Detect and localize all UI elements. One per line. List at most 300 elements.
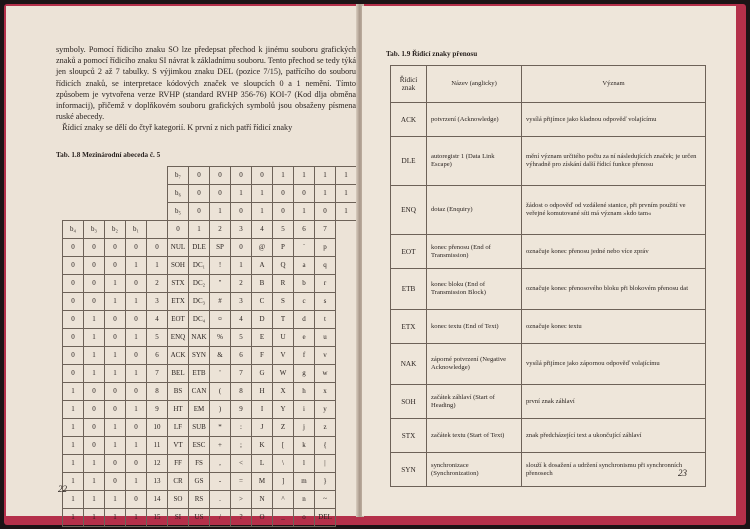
table-cell: 0 xyxy=(105,239,126,257)
table-cell: h xyxy=(294,383,315,401)
table-cell: T xyxy=(273,311,294,329)
table-cell: SI xyxy=(168,509,189,527)
table-row xyxy=(63,239,357,257)
table-cell: S xyxy=(273,293,294,311)
table-cell: B xyxy=(252,275,273,293)
table-cell: 3 xyxy=(147,293,168,311)
table-cell: FS xyxy=(189,455,210,473)
table-cell: ACK xyxy=(168,347,189,365)
table-cell: 1 xyxy=(84,491,105,509)
table-cell: ( xyxy=(210,383,231,401)
empty-cell xyxy=(126,167,147,185)
page-number: 22 xyxy=(58,484,67,494)
table-cell: O xyxy=(252,509,273,527)
control-chars-table xyxy=(390,65,706,487)
table-cell: | xyxy=(315,455,336,473)
table-cell: 1 xyxy=(84,347,105,365)
table-cell: 0 xyxy=(84,239,105,257)
table-cell: 1 xyxy=(126,329,147,347)
empty-cell xyxy=(105,185,126,203)
table-cell: = xyxy=(231,473,252,491)
table-cell: V xyxy=(273,347,294,365)
table-cell: LF xyxy=(168,419,189,437)
header-cell: 7 xyxy=(315,221,336,239)
ascii-table xyxy=(62,166,357,527)
table-cell: DC₄ xyxy=(189,311,210,329)
table-cell: 0 xyxy=(84,293,105,311)
empty-cell xyxy=(63,167,84,185)
cell-name: dotaz (Enquiry) xyxy=(427,186,522,235)
table-row xyxy=(63,473,357,491)
bit-cell: 1 xyxy=(315,167,336,185)
table-cell: 1 xyxy=(84,473,105,491)
table-cell: 0 xyxy=(105,257,126,275)
table-cell: \ xyxy=(273,455,294,473)
table-cell: : xyxy=(231,419,252,437)
table-cell: 0 xyxy=(63,293,84,311)
table-cell: 0 xyxy=(126,275,147,293)
bit-cell: 1 xyxy=(315,185,336,203)
table-cell: SP xyxy=(210,239,231,257)
table-cell: ETX xyxy=(168,293,189,311)
table-cell: 7 xyxy=(231,365,252,383)
table-row xyxy=(391,385,706,419)
cell-meaning: vysílá přijímce jako zápornou odpověď volajícímu xyxy=(522,344,706,385)
table-cell: t xyxy=(315,311,336,329)
table-cell: M xyxy=(252,473,273,491)
table-cell: D xyxy=(252,311,273,329)
cell-name: záporné potvrzení (Negative Acknowledge) xyxy=(427,344,522,385)
table-cell: 1 xyxy=(84,509,105,527)
bit-cell: 1 xyxy=(231,185,252,203)
table-cell: d xyxy=(294,311,315,329)
table-cell: u xyxy=(315,329,336,347)
cell-meaning: žádost o odpověď od vzdálené stanice, při prvním použití ve veřejné komutované síti má význam »kdo tam« xyxy=(522,186,706,235)
cell-code: STX xyxy=(391,419,427,453)
table-cell: 6 xyxy=(147,347,168,365)
table-cell: . xyxy=(210,491,231,509)
table-row xyxy=(63,401,357,419)
table-cell: { xyxy=(315,437,336,455)
page-number: 23 xyxy=(678,468,687,478)
header-cell: 1 xyxy=(189,221,210,239)
table-cell: 0 xyxy=(105,329,126,347)
table-cell: ¤ xyxy=(210,311,231,329)
table-cell: r xyxy=(315,275,336,293)
table-cell: g xyxy=(294,365,315,383)
table-cell: / xyxy=(210,509,231,527)
table-cell: 0 xyxy=(231,239,252,257)
table-cell: NAK xyxy=(189,329,210,347)
cell-name: synchronizace (Synchronization) xyxy=(427,453,522,487)
empty-cell xyxy=(147,167,168,185)
table-cell: % xyxy=(210,329,231,347)
table-cell: } xyxy=(315,473,336,491)
table-cell: G xyxy=(252,365,273,383)
table-cell: 0 xyxy=(126,239,147,257)
table-row xyxy=(391,453,706,487)
table-cell: 0 xyxy=(63,347,84,365)
table-cell: > xyxy=(231,491,252,509)
table-cell: EOT xyxy=(168,311,189,329)
table-cell: SUB xyxy=(189,419,210,437)
table-cell: a xyxy=(294,257,315,275)
table-cell: 1 xyxy=(105,437,126,455)
table-cell: ^ xyxy=(273,491,294,509)
bit-label: b₇ xyxy=(168,167,189,185)
table-row xyxy=(63,347,357,365)
table-cell: VT xyxy=(168,437,189,455)
bit-cell: 1 xyxy=(273,167,294,185)
bit-row xyxy=(63,167,357,185)
table-cell: ; xyxy=(231,437,252,455)
table-cell: 0 xyxy=(63,365,84,383)
table-cell: 1 xyxy=(63,473,84,491)
table-cell: ESC xyxy=(189,437,210,455)
header-cell: 5 xyxy=(273,221,294,239)
table-cell: < xyxy=(231,455,252,473)
table-cell: J xyxy=(252,419,273,437)
bit-row xyxy=(63,185,357,203)
table-cell: SOH xyxy=(168,257,189,275)
table-cell: 1 xyxy=(63,455,84,473)
table-cell: 9 xyxy=(147,401,168,419)
table-cell: BEL xyxy=(168,365,189,383)
cell-meaning: označuje konec textu xyxy=(522,310,706,344)
header-cell: 4 xyxy=(252,221,273,239)
table-cell: HT xyxy=(168,401,189,419)
table-cell: K xyxy=(252,437,273,455)
table-cell: b xyxy=(294,275,315,293)
table-cell: 7 xyxy=(147,365,168,383)
bit-cell: 0 xyxy=(189,203,210,221)
table-cell: DC₁ xyxy=(189,257,210,275)
table-cell: 10 xyxy=(147,419,168,437)
table-cell: [ xyxy=(273,437,294,455)
bit-cell: 0 xyxy=(210,185,231,203)
table-row xyxy=(391,235,706,269)
table-cell: 0 xyxy=(126,347,147,365)
table-cell: , xyxy=(210,455,231,473)
table-cell: j xyxy=(294,419,315,437)
table-cell: 1 xyxy=(126,293,147,311)
cell-code: NAK xyxy=(391,344,427,385)
cell-meaning: vysílá přijímce jako kladnou odpověď volajícímu xyxy=(522,103,706,137)
empty-cell xyxy=(84,167,105,185)
table-cell: 0 xyxy=(63,275,84,293)
table-cell: 1 xyxy=(147,257,168,275)
cell-meaning: označuje konec přenosu jedné nebo více zpráv xyxy=(522,235,706,269)
table-cell: ETB xyxy=(189,365,210,383)
table-cell: - xyxy=(210,473,231,491)
table-cell: f xyxy=(294,347,315,365)
cell-code: EOT xyxy=(391,235,427,269)
table-cell: k xyxy=(294,437,315,455)
table-row xyxy=(63,311,357,329)
header-cell: 0 xyxy=(168,221,189,239)
header-cell xyxy=(147,221,168,239)
cell-code: SYN xyxy=(391,453,427,487)
table-cell: BS xyxy=(168,383,189,401)
table-row xyxy=(391,310,706,344)
table-cell: + xyxy=(210,437,231,455)
paragraph-1: symboly. Pomocí řídicího znaku SO lze předepsat přechod k jinému souboru grafických znaků a pomocí řídicího znaku SI návrat k základnímu souboru. Tento přechod se tedy týká jen sloupců 2 až 7 tabulky. S výjimkou znaku DEL (pozice 7/15), patřícího do souboru řídicích znaků, se interpretace kódových značek ve sloupcích 0 a 1 nemění. Tímto způsobem je vytvořena verze RVHP (standard RVHP 356-76) KOI-7 (Kod dlja obměna informacij), přičemž v doplňkovém souboru grafických symbolů jsou obsaženy písmena ruské abecedy. xyxy=(56,45,356,122)
bit-cell: 1 xyxy=(252,185,273,203)
table-cell: w xyxy=(315,365,336,383)
table-cell: 0 xyxy=(105,383,126,401)
table-cell: 1 xyxy=(84,365,105,383)
table-row xyxy=(63,329,357,347)
empty-cell xyxy=(63,185,84,203)
header-cell: 6 xyxy=(294,221,315,239)
bit-cell: 0 xyxy=(273,203,294,221)
table-row xyxy=(63,509,357,527)
table-cell: RS xyxy=(189,491,210,509)
table-row xyxy=(391,419,706,453)
table-cell: CR xyxy=(168,473,189,491)
bit-cell: 1 xyxy=(336,203,357,221)
table-cell: ~ xyxy=(315,491,336,509)
table-cell: e xyxy=(294,329,315,347)
table-cell: & xyxy=(210,347,231,365)
table-cell: 1 xyxy=(84,311,105,329)
table-cell: 1 xyxy=(84,455,105,473)
table-cell: 11 xyxy=(147,437,168,455)
table-cell: l xyxy=(294,455,315,473)
table-row xyxy=(63,437,357,455)
bit-cell: 0 xyxy=(294,185,315,203)
table-cell: m xyxy=(294,473,315,491)
table-cell: 1 xyxy=(126,257,147,275)
table-cell: L xyxy=(252,455,273,473)
bit-label: b₆ xyxy=(168,185,189,203)
table-cell: 0 xyxy=(63,239,84,257)
cell-code: ENQ xyxy=(391,186,427,235)
table-row xyxy=(391,269,706,310)
empty-cell xyxy=(84,185,105,203)
cell-meaning: slouží k dosažení a udržení synchronismu při synchronních přenosech xyxy=(522,453,706,487)
table-cell: 1 xyxy=(105,491,126,509)
header-cell: b₄ xyxy=(63,221,84,239)
header-cell: 2 xyxy=(210,221,231,239)
cell-name: konec přenosu (End of Transmission) xyxy=(427,235,522,269)
table-cell: " xyxy=(210,275,231,293)
table-cell: 0 xyxy=(126,383,147,401)
table-cell: p xyxy=(315,239,336,257)
bit-row xyxy=(63,203,357,221)
table-row xyxy=(63,383,357,401)
table-row xyxy=(63,275,357,293)
bit-cell: 1 xyxy=(294,203,315,221)
table-cell: 1 xyxy=(126,509,147,527)
header-cell: 3 xyxy=(231,221,252,239)
empty-cell xyxy=(147,203,168,221)
table-cell: ! xyxy=(210,257,231,275)
table-cell: q xyxy=(315,257,336,275)
body-text xyxy=(56,44,356,134)
table-cell: DLE xyxy=(189,239,210,257)
table-cell: 1 xyxy=(105,347,126,365)
bit-cell: 0 xyxy=(231,167,252,185)
bit-cell: 1 xyxy=(294,167,315,185)
table-row xyxy=(63,419,357,437)
table-cell: 0 xyxy=(84,419,105,437)
bit-cell: 0 xyxy=(315,203,336,221)
bit-cell: 0 xyxy=(189,185,210,203)
table-cell: R xyxy=(273,275,294,293)
table-cell: ] xyxy=(273,473,294,491)
table-cell: DC₂ xyxy=(189,275,210,293)
table-cell: 0 xyxy=(126,491,147,509)
empty-cell xyxy=(105,167,126,185)
paragraph-2: Řídicí znaky se dělí do čtyř kategorií. K první z nich patří řídicí znaky xyxy=(62,123,293,133)
table-cell: EM xyxy=(189,401,210,419)
table-cell: 0 xyxy=(105,473,126,491)
table-cell: 0 xyxy=(84,437,105,455)
table-cell: # xyxy=(210,293,231,311)
table-row xyxy=(391,137,706,186)
header-name: Název (anglicky) xyxy=(427,66,522,103)
cell-name: konec textu (End of Text) xyxy=(427,310,522,344)
table-cell: 12 xyxy=(147,455,168,473)
table-cell: GS xyxy=(189,473,210,491)
table-cell: DEL xyxy=(315,509,336,527)
cell-meaning: označuje konec přenosového bloku při blokovém přenosu dat xyxy=(522,269,706,310)
bit-cell: 0 xyxy=(189,167,210,185)
table-cell: I xyxy=(252,401,273,419)
table-cell: 9 xyxy=(231,401,252,419)
table-cell: ` xyxy=(294,239,315,257)
table-cell: 3 xyxy=(231,293,252,311)
table-cell: y xyxy=(315,401,336,419)
table-cell: SO xyxy=(168,491,189,509)
table-cell: 0 xyxy=(84,383,105,401)
table-cell: 0 xyxy=(105,401,126,419)
table-cell: n xyxy=(294,491,315,509)
cell-code: ETX xyxy=(391,310,427,344)
table-cell: 1 xyxy=(63,401,84,419)
table-cell: FF xyxy=(168,455,189,473)
table-cell: 0 xyxy=(63,311,84,329)
table-cell: 1 xyxy=(63,419,84,437)
table-cell: 1 xyxy=(63,437,84,455)
table-cell: s xyxy=(315,293,336,311)
table-cell: 0 xyxy=(63,257,84,275)
bit-cell: 0 xyxy=(210,167,231,185)
table-cell: SYN xyxy=(189,347,210,365)
table-row xyxy=(63,293,357,311)
table-row xyxy=(63,257,357,275)
empty-cell xyxy=(126,203,147,221)
table-cell: 1 xyxy=(105,293,126,311)
bit-cell: 1 xyxy=(252,203,273,221)
empty-cell xyxy=(105,203,126,221)
table-cell: 0 xyxy=(105,455,126,473)
table-cell: ? xyxy=(231,509,252,527)
bit-cell: 1 xyxy=(336,185,357,203)
table-cell: z xyxy=(315,419,336,437)
table-cell: c xyxy=(294,293,315,311)
table-cell: 4 xyxy=(231,311,252,329)
header-cell: b₃ xyxy=(84,221,105,239)
empty-cell xyxy=(84,203,105,221)
header-meaning: Význam xyxy=(522,66,706,103)
table-cell: CAN xyxy=(189,383,210,401)
table-cell: H xyxy=(252,383,273,401)
table-cell: 0 xyxy=(126,419,147,437)
table-cell: 1 xyxy=(105,275,126,293)
cell-meaning: mění význam určitého počtu za ní následujících značek; je určen výhradně pro získání další řídicí funkce přenosu xyxy=(522,137,706,186)
table-cell: N xyxy=(252,491,273,509)
table-cell: 1 xyxy=(126,401,147,419)
empty-cell xyxy=(126,185,147,203)
header-cell: b₁ xyxy=(126,221,147,239)
table-cell: 1 xyxy=(63,509,84,527)
cell-code: ACK xyxy=(391,103,427,137)
table-cell: Z xyxy=(273,419,294,437)
table-cell: 1 xyxy=(126,473,147,491)
right-page xyxy=(362,6,736,516)
table-cell: 1 xyxy=(105,509,126,527)
table-cell: v xyxy=(315,347,336,365)
table-cell: DC₃ xyxy=(189,293,210,311)
cell-code: SOH xyxy=(391,385,427,419)
cell-name: potvrzení (Acknowledge) xyxy=(427,103,522,137)
table-cell: U xyxy=(273,329,294,347)
cell-meaning: první znak záhlaví xyxy=(522,385,706,419)
empty-cell xyxy=(63,203,84,221)
table-row xyxy=(63,491,357,509)
table-cell: 1 xyxy=(231,257,252,275)
table-cell: 0 xyxy=(105,311,126,329)
bit-label: b₅ xyxy=(168,203,189,221)
bit-cell: 1 xyxy=(336,167,357,185)
table-cell: C xyxy=(252,293,273,311)
table-cell: 0 xyxy=(147,239,168,257)
table-cell: 5 xyxy=(147,329,168,347)
table-row xyxy=(391,103,706,137)
table-cell: 4 xyxy=(147,311,168,329)
empty-cell xyxy=(147,185,168,203)
table-cell: P xyxy=(273,239,294,257)
table-cell: 13 xyxy=(147,473,168,491)
bit-cell: 0 xyxy=(273,185,294,203)
table-cell: 5 xyxy=(231,329,252,347)
table-cell: F xyxy=(252,347,273,365)
table-cell: 1 xyxy=(105,365,126,383)
table-cell: 2 xyxy=(231,275,252,293)
table-cell: 1 xyxy=(63,491,84,509)
table-cell: 1 xyxy=(84,329,105,347)
table-row xyxy=(391,344,706,385)
table-cell: 0 xyxy=(84,257,105,275)
table-cell: 0 xyxy=(84,275,105,293)
table-cell: 1 xyxy=(63,383,84,401)
table-caption: Tab. 1.8 Mezinárodní abeceda č. 5 xyxy=(56,151,161,159)
table-cell: 0 xyxy=(126,311,147,329)
bit-cell: 0 xyxy=(252,167,273,185)
table-row xyxy=(391,186,706,235)
table-cell: Q xyxy=(273,257,294,275)
table-cell: 6 xyxy=(231,347,252,365)
cell-name: začátek záhlaví (Start of Heading) xyxy=(427,385,522,419)
table-cell: 0 xyxy=(84,401,105,419)
table-caption: Tab. 1.9 Řídicí znaky přenosu xyxy=(386,50,478,58)
header-cell: b₂ xyxy=(105,221,126,239)
cell-meaning: znak předcházející text a ukončující záhlaví xyxy=(522,419,706,453)
left-page xyxy=(6,6,358,521)
cell-code: DLE xyxy=(391,137,427,186)
